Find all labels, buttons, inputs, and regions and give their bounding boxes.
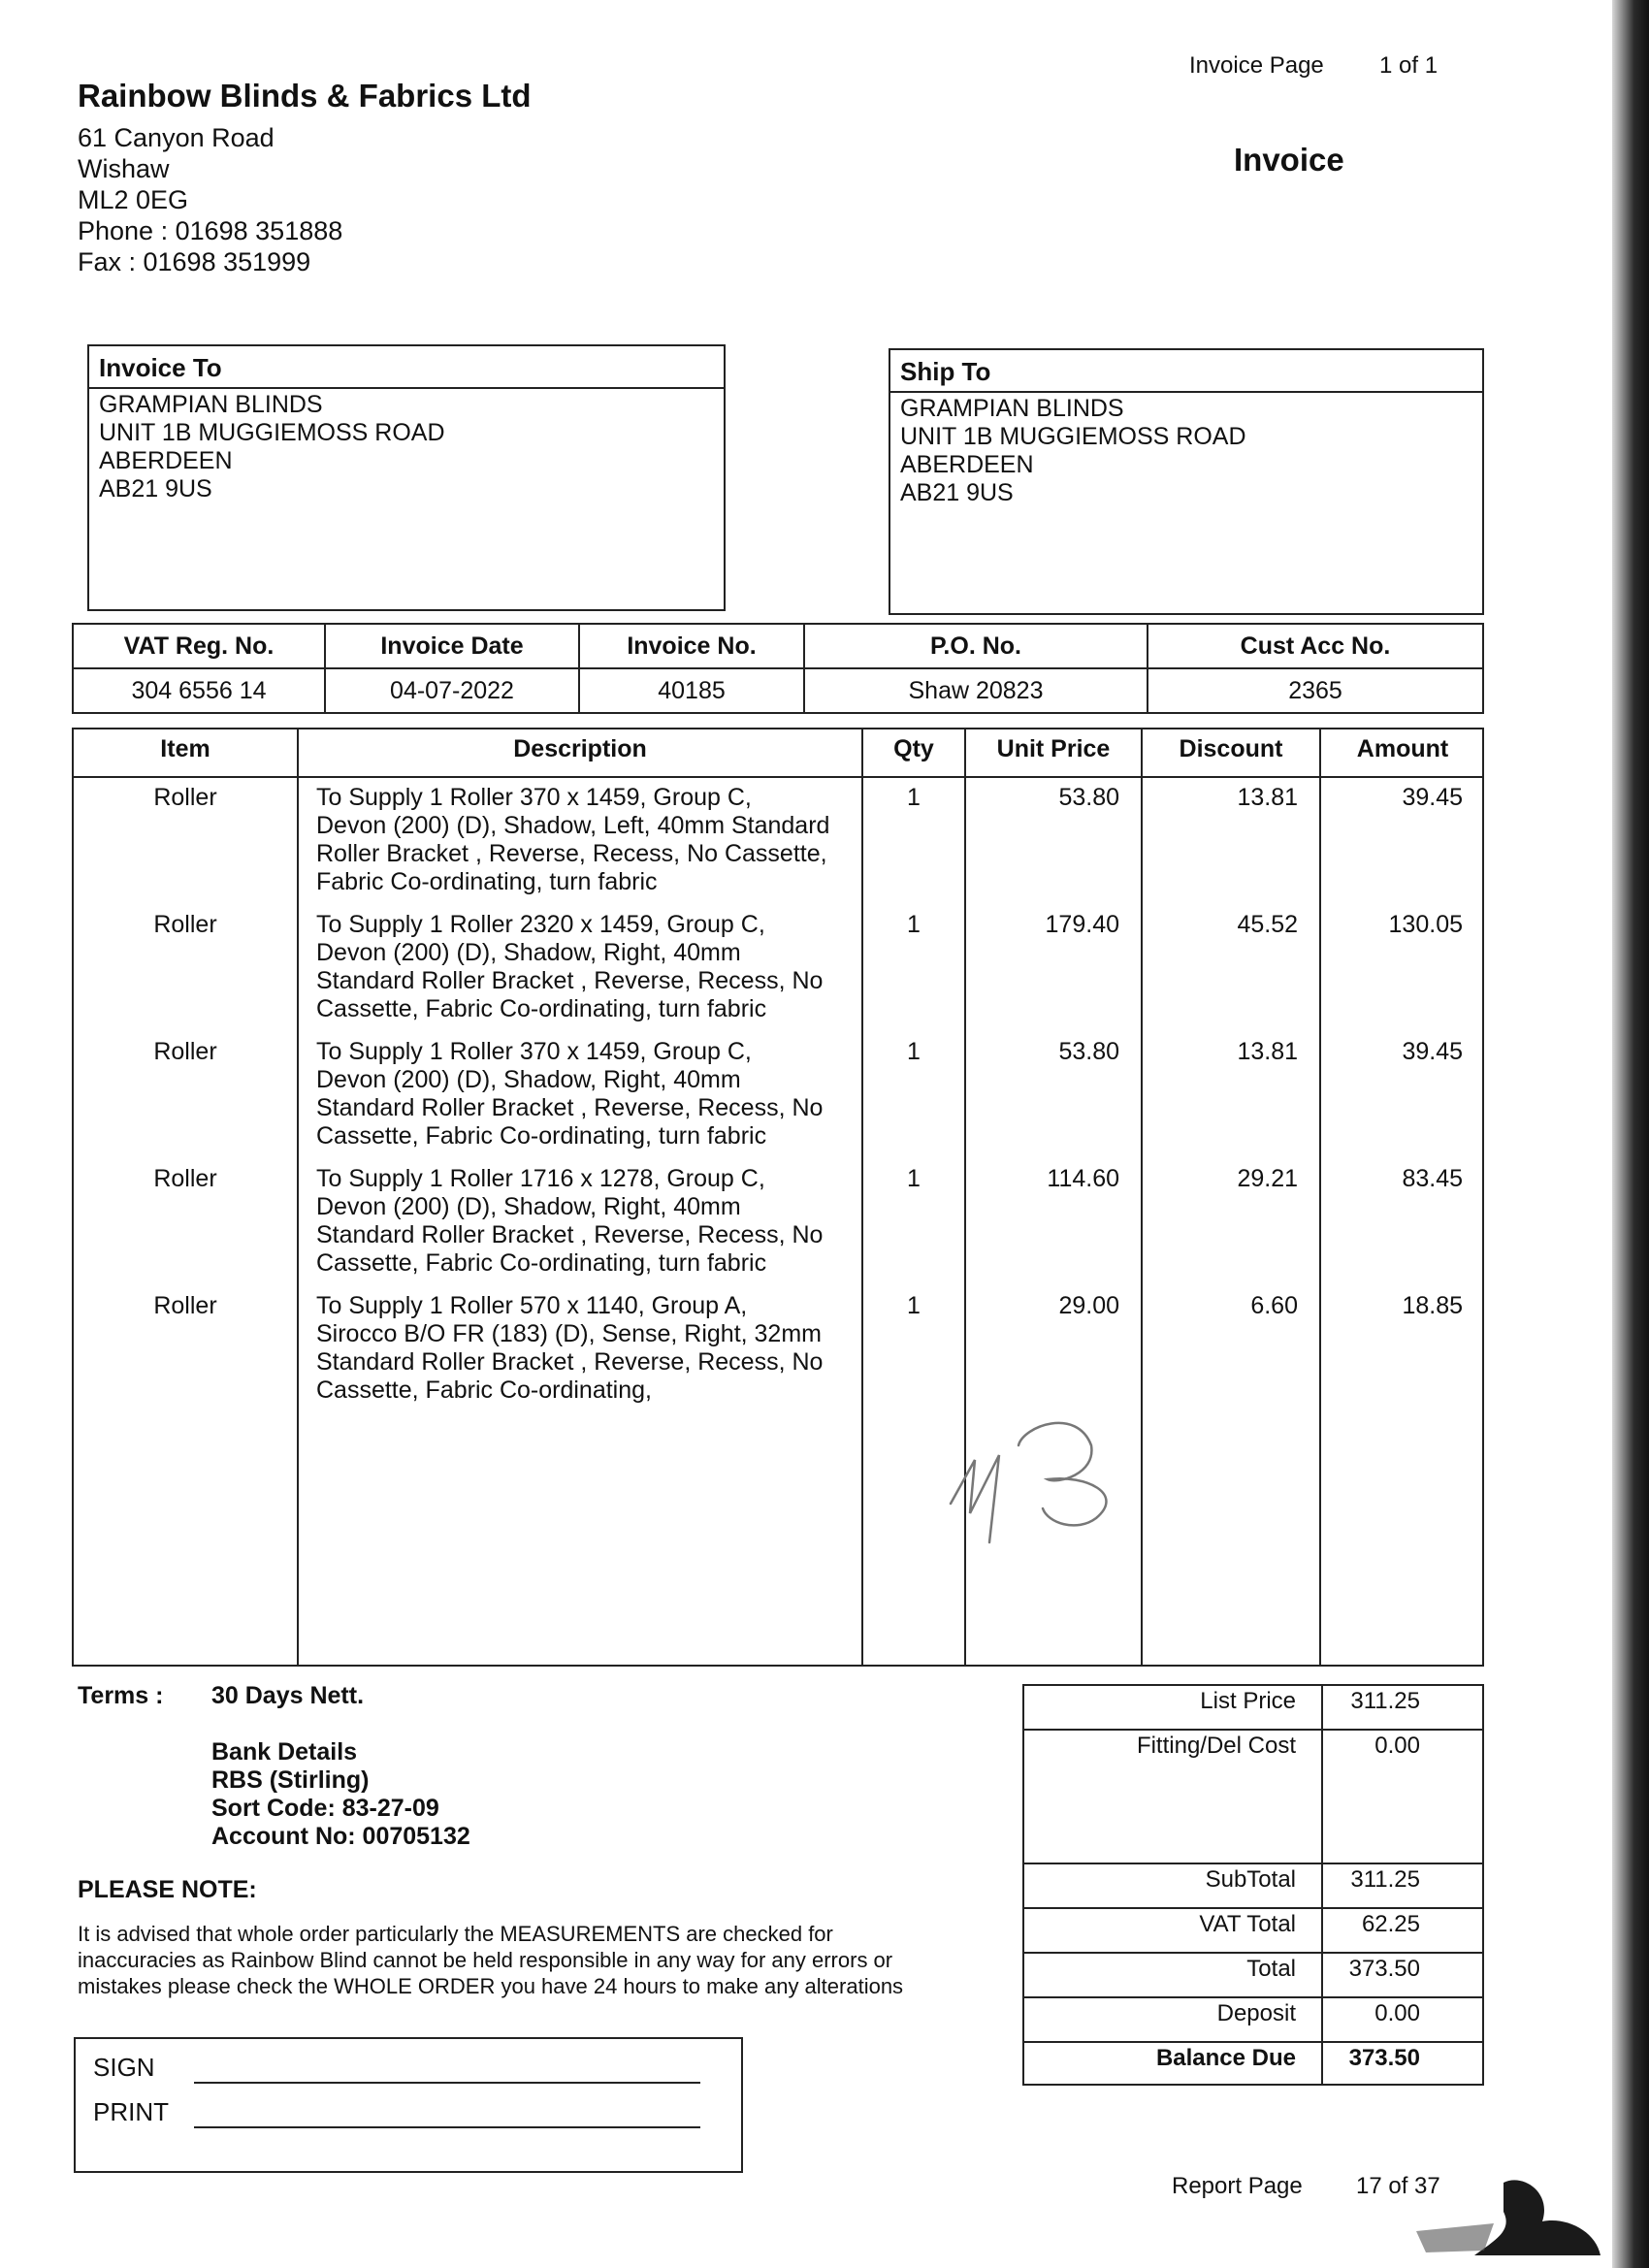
print-line[interactable] <box>194 2126 700 2128</box>
page-indicator-label: Invoice Page <box>1189 52 1324 79</box>
description-cell <box>316 911 859 1023</box>
balance-due-label: Balance Due <box>1155 2045 1296 2071</box>
ship-to-box <box>889 348 1484 615</box>
bank-name: RBS (Stirling) <box>211 1766 370 1794</box>
description-line: To Supply 1 Roller 370 x 1459, Group C, <box>316 1038 752 1065</box>
description-line: To Supply 1 Roller 570 x 1140, Group A, <box>316 1292 748 1319</box>
amount-cell: 18.85 <box>1402 1292 1463 1319</box>
terms-label: Terms : <box>78 1682 164 1709</box>
deposit-label: Deposit <box>1216 2000 1296 2026</box>
totals-divider <box>1024 1907 1482 1909</box>
discount-cell: 6.60 <box>1250 1292 1298 1319</box>
description-line: Devon (200) (D), Shadow, Right, 40mm <box>316 1066 741 1093</box>
totals-divider <box>1024 1863 1482 1864</box>
address-line: AB21 9US <box>99 475 212 502</box>
po-no-header: P.O. No. <box>804 624 1148 668</box>
item-column-header: Item <box>160 735 210 762</box>
item-cell: Roller <box>153 1292 217 1319</box>
company-phone: Phone : 01698 351888 <box>78 216 343 245</box>
table-row <box>74 778 1482 905</box>
address-line: Wishaw <box>78 154 170 183</box>
unit-price-cell: 53.80 <box>1058 1038 1119 1065</box>
po-no-value: Shaw 20823 <box>804 668 1148 713</box>
ship-to-heading: Ship To <box>890 350 1482 393</box>
description-line: Roller Bracket , Reverse, Recess, No Cassette, <box>316 840 827 867</box>
qty-cell: 1 <box>907 1165 921 1192</box>
ship-to-address <box>890 393 1482 509</box>
invoice-to-heading: Invoice To <box>89 346 724 389</box>
description-line: Cassette, Fabric Co-ordinating, turn fabric <box>316 995 767 1022</box>
address-line: ML2 0EG <box>78 185 189 214</box>
qty-column-header: Qty <box>893 735 934 762</box>
fitting-cost-value: 0.00 <box>1374 1733 1420 1759</box>
table-row <box>74 1286 1482 1413</box>
sign-label: SIGN <box>93 2053 155 2082</box>
unit-price-column-header: Unit Price <box>996 735 1111 762</box>
address-line: ABERDEEN <box>99 447 233 474</box>
description-line: Standard Roller Bracket , Reverse, Recess, No <box>316 1221 824 1248</box>
address-line: GRAMPIAN BLINDS <box>900 395 1124 422</box>
bank-details-heading: Bank Details <box>211 1738 358 1766</box>
qty-cell: 1 <box>907 911 921 938</box>
description-line: Cassette, Fabric Co-ordinating, turn fabric <box>316 1249 767 1277</box>
description-cell <box>316 784 859 896</box>
unit-price-cell: 53.80 <box>1058 784 1119 811</box>
amount-cell: 39.45 <box>1402 1038 1463 1065</box>
deposit-value: 0.00 <box>1374 2000 1420 2026</box>
qty-cell: 1 <box>907 1292 921 1319</box>
discount-cell: 13.81 <box>1237 1038 1298 1065</box>
discount-cell: 45.52 <box>1237 911 1298 938</box>
amount-column-header: Amount <box>1356 735 1449 762</box>
item-cell: Roller <box>153 911 217 938</box>
unit-price-cell: 29.00 <box>1058 1292 1119 1319</box>
report-page-label: Report Page <box>1172 2173 1303 2199</box>
totals-divider <box>1024 2041 1482 2043</box>
invoice-no-value: 40185 <box>579 668 804 713</box>
cust-acc-value: 2365 <box>1148 668 1483 713</box>
sort-code: Sort Code: 83-27-09 <box>211 1795 439 1822</box>
sign-line[interactable] <box>194 2082 700 2084</box>
handwritten-initials-signature <box>931 1387 1145 1581</box>
totals-box <box>1022 1684 1484 2086</box>
description-line: Devon (200) (D), Shadow, Left, 40mm Standard <box>316 812 830 839</box>
company-name: Rainbow Blinds & Fabrics Ltd <box>78 78 532 113</box>
report-page-value: 17 of 37 <box>1356 2173 1440 2199</box>
discount-cell: 13.81 <box>1237 784 1298 811</box>
scan-edge-shadow <box>1612 0 1649 2268</box>
description-line: To Supply 1 Roller 370 x 1459, Group C, <box>316 784 752 811</box>
item-cell: Roller <box>153 784 217 811</box>
address-line: GRAMPIAN BLINDS <box>99 391 323 418</box>
vat-reg-value: 304 6556 14 <box>73 668 325 713</box>
unit-price-cell: 179.40 <box>1045 911 1119 938</box>
fitting-cost-label: Fitting/Del Cost <box>1136 1733 1296 1759</box>
address-line: AB21 9US <box>900 479 1014 506</box>
amount-cell: 39.45 <box>1402 784 1463 811</box>
sign-box <box>74 2037 743 2173</box>
description-line: Devon (200) (D), Shadow, Right, 40mm <box>316 1193 741 1220</box>
total-label: Total <box>1246 1956 1296 1982</box>
description-line: Sirocco B/O FR (183) (D), Sense, Right, 32mm <box>316 1320 822 1347</box>
please-note-text <box>78 1921 903 1999</box>
please-note-heading: PLEASE NOTE: <box>78 1876 257 1903</box>
totals-divider <box>1024 1729 1482 1731</box>
item-cell: Roller <box>153 1038 217 1065</box>
invoice-no-header: Invoice No. <box>579 624 804 668</box>
document-title: Invoice <box>1234 142 1344 178</box>
vat-total-label: VAT Total <box>1199 1911 1296 1937</box>
company-address <box>78 122 342 277</box>
item-cell: Roller <box>153 1165 217 1192</box>
description-line: Cassette, Fabric Co-ordinating, turn fabric <box>316 1122 767 1150</box>
amount-cell: 83.45 <box>1402 1165 1463 1192</box>
subtotal-value: 311.25 <box>1350 1866 1420 1893</box>
terms-value: 30 Days Nett. <box>211 1682 365 1709</box>
qty-cell: 1 <box>907 784 921 811</box>
list-price-label: List Price <box>1200 1688 1296 1714</box>
vat-total-value: 62.25 <box>1361 1911 1420 1937</box>
totals-divider <box>1024 1996 1482 1998</box>
description-line: Devon (200) (D), Shadow, Right, 40mm <box>316 939 741 966</box>
total-value: 373.50 <box>1348 1956 1420 1982</box>
address-line: UNIT 1B MUGGIEMOSS ROAD <box>99 419 445 446</box>
invoice-to-box <box>87 344 726 611</box>
unit-price-cell: 114.60 <box>1047 1165 1119 1192</box>
discount-column-header: Discount <box>1179 735 1283 762</box>
line-items-table <box>72 728 1484 1667</box>
cust-acc-header: Cust Acc No. <box>1148 624 1483 668</box>
table-row <box>74 1032 1482 1159</box>
note-line: It is advised that whole order particularly the MEASUREMENTS are checked for <box>78 1922 833 1946</box>
description-line: Fabric Co-ordinating, turn fabric <box>316 868 658 895</box>
discount-cell: 29.21 <box>1237 1165 1298 1192</box>
description-cell <box>316 1038 859 1150</box>
description-column-header: Description <box>513 735 647 762</box>
description-cell <box>316 1292 859 1405</box>
totals-divider <box>1024 1952 1482 1954</box>
vat-reg-header: VAT Reg. No. <box>73 624 325 668</box>
account-number: Account No: 00705132 <box>211 1823 470 1850</box>
address-line: ABERDEEN <box>900 451 1034 478</box>
invoice-date-header: Invoice Date <box>325 624 579 668</box>
description-line: Cassette, Fabric Co-ordinating, <box>316 1377 652 1404</box>
address-line: UNIT 1B MUGGIEMOSS ROAD <box>900 423 1246 450</box>
table-row <box>74 905 1482 1032</box>
amount-cell: 130.05 <box>1388 911 1463 938</box>
totals-column-divider <box>1321 1686 1323 2084</box>
bank-details <box>211 1738 470 1851</box>
description-line: Standard Roller Bracket , Reverse, Recess, No <box>316 1348 824 1376</box>
description-line: Standard Roller Bracket , Reverse, Recess, No <box>316 967 824 994</box>
company-fax: Fax : 01698 351999 <box>78 247 311 276</box>
invoice-to-address <box>89 389 724 505</box>
address-line: 61 Canyon Road <box>78 123 275 152</box>
table-row <box>74 1159 1482 1286</box>
invoice-reference-table <box>72 623 1484 714</box>
description-line: To Supply 1 Roller 1716 x 1278, Group C, <box>316 1165 765 1192</box>
subtotal-label: SubTotal <box>1205 1866 1296 1893</box>
qty-cell: 1 <box>907 1038 921 1065</box>
note-line: mistakes please check the WHOLE ORDER you have 24 hours to make any alterations <box>78 1974 904 1998</box>
list-price-value: 311.25 <box>1350 1688 1420 1714</box>
description-line: Standard Roller Bracket , Reverse, Recess, No <box>316 1094 824 1121</box>
invoice-date-value: 04-07-2022 <box>325 668 579 713</box>
scan-smudge <box>1358 2163 1612 2260</box>
description-line: To Supply 1 Roller 2320 x 1459, Group C, <box>316 911 765 938</box>
note-line: inaccuracies as Rainbow Blind cannot be held responsible in any way for any errors or <box>78 1948 893 1972</box>
balance-due-value: 373.50 <box>1348 2045 1420 2071</box>
print-label: PRINT <box>93 2097 169 2126</box>
page-indicator-value: 1 of 1 <box>1379 52 1439 79</box>
description-cell <box>316 1165 859 1278</box>
